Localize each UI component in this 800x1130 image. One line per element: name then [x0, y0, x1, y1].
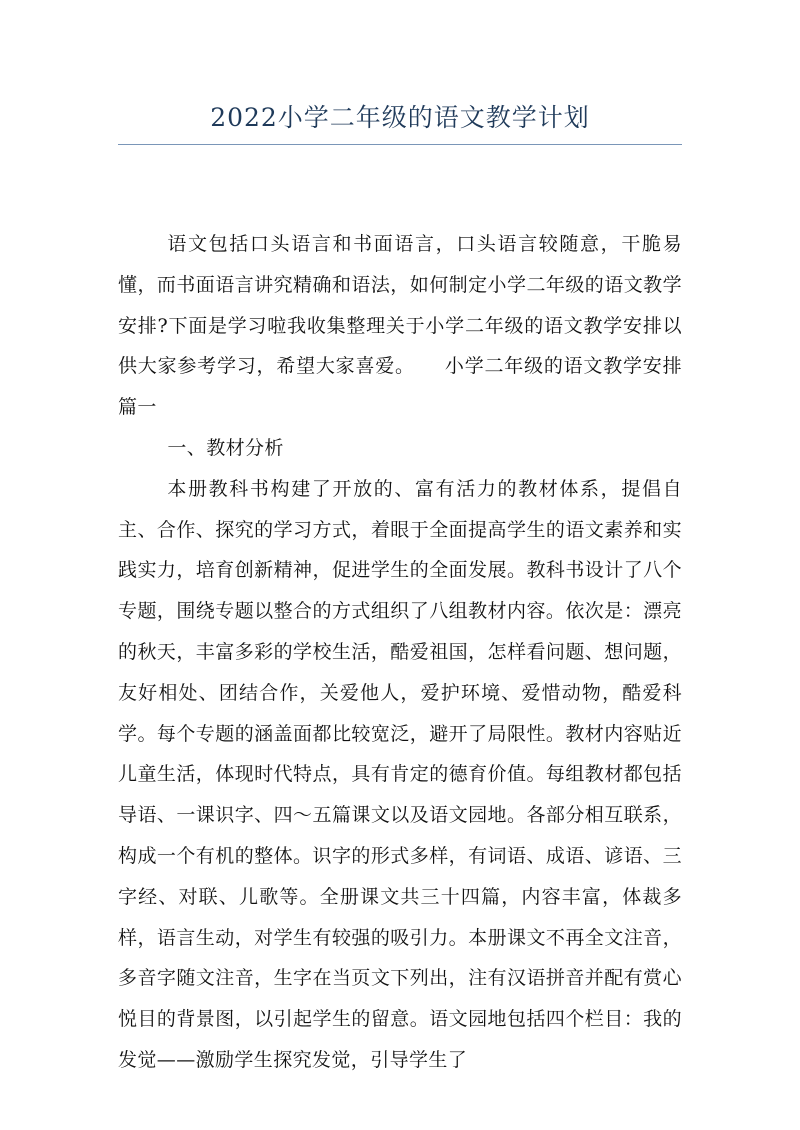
section-heading: 一、教材分析 — [167, 436, 284, 459]
title-divider — [118, 144, 682, 145]
document-title: 2022小学二年级的语文教学计划 — [210, 103, 590, 132]
intro-paragraph: 语文包括口头语言和书面语言，口头语言较随意，干脆易懂，而书面语言讲究精确和语法，如何制定小学二年级的语文教学安排?下面是学习啦我收集整理关于小学二年级的语文教学安排以供大家参考学习，希望大家喜爱。 小学二年级的语文教学安排篇一 — [118, 233, 682, 419]
document-body — [118, 224, 682, 1081]
body-paragraph: 本册教科书构建了开放的、富有活力的教材体系，提倡自主、合作、探究的学习方式，着眼于全面提高学生的语文素养和实践实力，培育创新精神，促进学生的全面发展。教科书设计了八个专题，围绕专题以整合的方式组织了八组教材内容。依次是：漂亮的秋天，丰富多彩的学校生活，酷爱祖国，怎样看问题、想问题，友好相处、团结合作，关爱他人，爱护环境、爱惜动物，酷爱科学。每个专题的涵盖面都比较宽泛，避开了局限性。教材内容贴近儿童生活，体现时代特点，具有肯定的德育价值。每组教材都包括导语、一课识字、四～五篇课文以及语文园地。各部分相互联系，构成一个有机的整体。识字的形式多样，有词语、成语、谚语、三字经、对联、儿歌等。全册课文共三十四篇，内容丰富，体裁多样，语言生动，对学生有较强的吸引力。本册课文不再全文注音，多音字随文注音，生字在当页文下列出，注有汉语拼音并配有赏心悦目的背景图，以引起学生的留意。语文园地包括四个栏目：我的发觉——激励学生探究发觉，引导学生了 — [118, 477, 682, 1071]
